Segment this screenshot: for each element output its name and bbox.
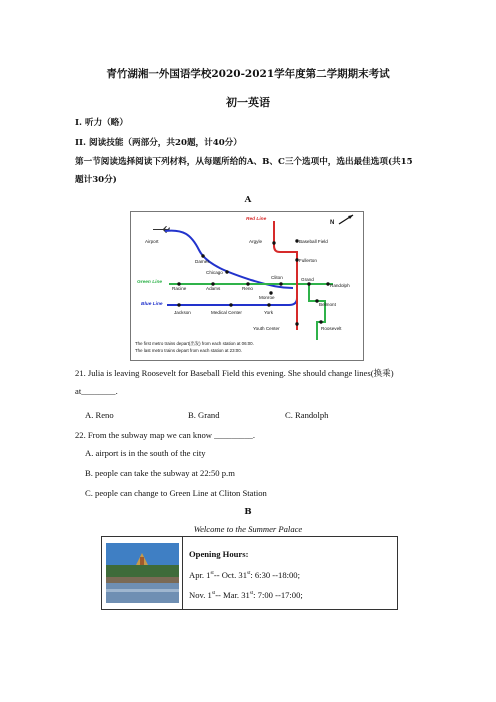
station-belmont-label: Belmont [319, 302, 336, 307]
hours-summer-start: Apr. 1 [189, 569, 211, 580]
question-22-option-c: C. people can change to Green Line at Cliton Station [85, 488, 267, 498]
station-jackson-label: Jackson [174, 310, 191, 315]
station-chicago-label: Chicago [206, 270, 223, 275]
station-grand-dot [307, 282, 310, 285]
station-jackson-dot [177, 303, 180, 306]
hours-winter-start: Nov. 1 [189, 589, 212, 600]
station-chicago-dot [225, 270, 228, 273]
station-cliton-label: Cliton [271, 275, 283, 280]
table-divider [182, 537, 183, 609]
hours-winter-end-suffix: st [249, 591, 254, 596]
page-title: 青竹湖湘一外国语学校2020-2021学年度第二学期期末考试 [106, 68, 390, 80]
station-youth-center-label: Youth Center [253, 326, 280, 331]
compass-north-label: N [330, 220, 335, 226]
hours-summer-start-suffix: st [210, 571, 214, 576]
station-baseball-field-label: Baseball Field [299, 239, 328, 244]
station-cliton-dot [279, 282, 282, 285]
page-subtitle: 初一英语 [226, 96, 270, 109]
compass-icon [330, 215, 353, 226]
subway-map [130, 211, 364, 361]
question-21-option-a: A. Reno [85, 410, 114, 420]
question-21-stem-line2: at________. [75, 386, 118, 396]
part-1-instruction-line2: 题计30分) [75, 175, 117, 185]
hours-winter-start-suffix: st [211, 591, 216, 596]
question-21-option-b: B. Grand [188, 410, 220, 420]
section-1-heading [75, 117, 128, 129]
section-2-heading [75, 137, 242, 149]
part-1-instruction: 第一节阅读选择阅读下列材料，从每题所给的A、B、C三个选项中，选出最佳选项(共15 [75, 157, 413, 167]
summer-palace-photo [106, 543, 179, 603]
passage-b-letter: B [244, 507, 252, 517]
station-dames-label: Dames [195, 259, 210, 264]
section-1-text: 听力（略） [85, 118, 128, 128]
red-line-label: Red Line [246, 217, 267, 222]
section-1-number: I. [75, 118, 83, 128]
station-york-label: York [264, 310, 274, 315]
station-medical-center-label: Medical Center [211, 310, 242, 315]
station-randolph-label: Randolph [330, 283, 350, 288]
green-line-branch [309, 284, 325, 340]
question-22-option-b: B. people can take the subway at 22:50 p.m [85, 468, 235, 478]
summer-palace-table [101, 536, 398, 610]
hours-summer-end-suffix: st [247, 571, 251, 576]
station-medical-center-dot [229, 303, 232, 306]
hours-winter-end: -- Mar. 31 [215, 589, 250, 600]
opening-hours-summer [189, 568, 300, 581]
opening-hours-winter [189, 588, 303, 601]
station-grand-label: Grand [301, 277, 314, 282]
blue-line-label: Blue Line [141, 302, 163, 307]
airplane-icon [153, 226, 170, 233]
subway-map-graphic [131, 212, 363, 360]
question-22-stem: 22. From the subway map we can know _________. [75, 430, 255, 440]
station-monroe-label: Monroe [259, 295, 275, 300]
question-22-option-a: A. airport is in the south of the city [85, 448, 206, 458]
hours-summer-times: : 6:30 --18:00; [250, 569, 300, 580]
section-2-text: 阅读技能（两部分，共20题，计40分） [89, 138, 242, 148]
map-note-last-train: The last metro trains depart from each station at 23:00. [135, 348, 242, 353]
passage-a-letter: A [244, 195, 252, 205]
map-note-first-train: The first metro trains depart(出发) from each station at 06:00. [135, 341, 254, 346]
question-21-option-c: C. Randolph [285, 410, 329, 420]
station-reno-label: Reno [242, 286, 253, 291]
station-roosevelt-label: Roosevelt [321, 326, 342, 331]
station-fullerton-label: Fullerton [299, 258, 317, 263]
question-21-stem: 21. Julia is leaving Roosevelt for Baseball Field this evening. She should change lines(换乘) [75, 368, 394, 378]
station-argyle-dot [272, 241, 275, 244]
opening-hours-label: Opening Hours: [189, 549, 249, 559]
station-racine-label: Racine [172, 286, 187, 291]
station-roosevelt-dot [319, 320, 322, 323]
station-youth-center-dot [295, 322, 298, 325]
summer-palace-photo-graphic [106, 543, 179, 603]
hours-summer-end: -- Oct. 31 [213, 569, 247, 580]
blue-line [165, 231, 297, 305]
hours-winter-times: : 7:00 --17:00; [253, 589, 303, 600]
station-york-dot [267, 303, 270, 306]
station-adams-label: Adams [206, 286, 221, 291]
station-argyle-label: Argyle [249, 239, 263, 244]
station-airport-label: Airport [145, 239, 159, 244]
station-dames-dot [201, 254, 204, 257]
section-2-number: II. [75, 138, 87, 148]
green-line-label: Green Line [137, 280, 163, 285]
passage-b-heading: Welcome to the Summer Palace [193, 524, 303, 534]
